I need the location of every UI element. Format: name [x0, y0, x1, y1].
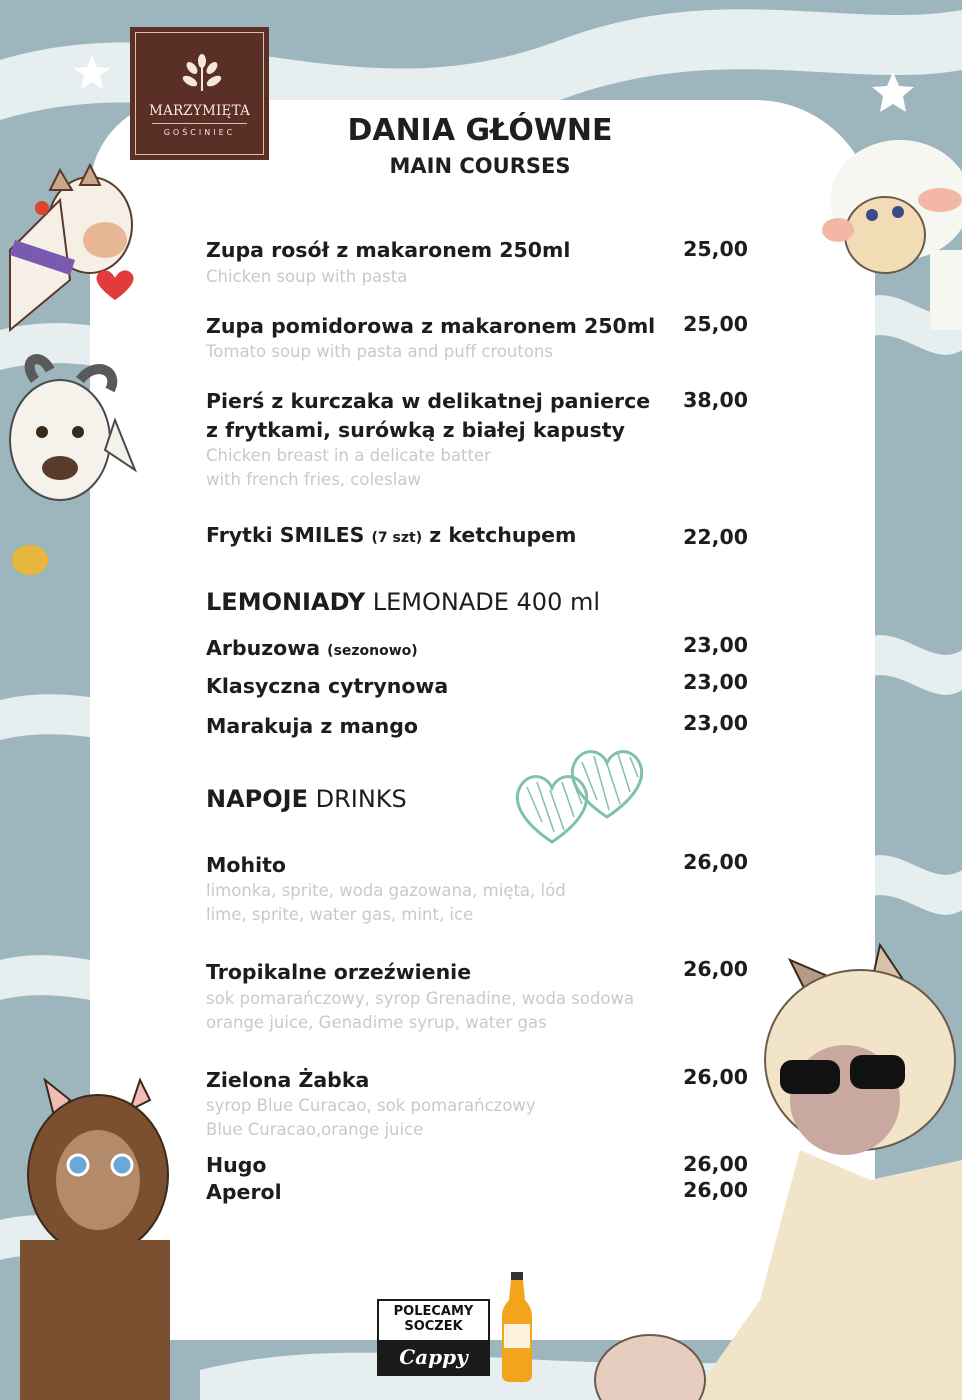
menu-item-name	[206, 634, 418, 666]
menu-item-name: Zielona Żabka	[206, 1068, 370, 1092]
alpaca-icon	[20, 1080, 170, 1400]
juice-bottle-icon	[498, 1272, 536, 1382]
menu-item-name: z frytkami, surówką z białej kapusty	[206, 418, 625, 442]
hearts-icon	[512, 742, 647, 852]
menu-item-name: Pierś z kurczaka w delikatnej panierce	[206, 389, 651, 413]
menu-item-desc: Blue Curacao,orange juice	[206, 1120, 424, 1139]
menu-item-desc: with french fries, coleslaw	[206, 470, 421, 489]
promo-brand: Cappy	[379, 1340, 488, 1374]
menu-item-price: 23,00	[683, 711, 748, 735]
menu-item-name: Marakuja z mango	[206, 714, 419, 738]
menu-item-desc: sok pomarańczowy, syrop Grenadine, woda sodowa	[206, 989, 635, 1008]
menu-item-price: 26,00	[683, 957, 748, 981]
promo-badge	[377, 1299, 490, 1376]
section-title-pl: LEMONIADY	[206, 588, 366, 616]
leaf-logo-icon	[180, 51, 225, 96]
menu-item-note: (7 szt)	[371, 530, 423, 546]
menu-item-name: Hugo	[206, 1153, 267, 1177]
menu-item-name-part: z ketchupem	[422, 523, 577, 547]
section-title-drinks	[206, 785, 407, 813]
menu-item-price: 23,00	[683, 670, 748, 694]
menu-item-price: 26,00	[683, 850, 748, 874]
menu-item-price: 26,00	[683, 1178, 748, 1202]
page-title: DANIA GŁÓWNE	[347, 113, 613, 148]
menu-item-name: Zupa rosół z makaronem 250ml	[206, 238, 571, 262]
promo-line2: SOCZEK	[404, 1319, 463, 1334]
menu-item-price: 26,00	[683, 1152, 748, 1176]
menu-item-name: Tropikalne orzeźwienie	[206, 960, 472, 984]
section-title-en: DRINKS	[307, 785, 407, 813]
menu-item-name: Zupa pomidorowa z makaronem 250ml	[206, 314, 656, 338]
section-title-lemonade	[206, 588, 600, 616]
menu-item-name: Klasyczna cytrynowa	[206, 674, 449, 698]
logo-subtitle: GOŚCINIEC	[163, 128, 236, 137]
logo-name: MARZYMIĘTA	[148, 103, 251, 119]
menu-item-name	[206, 521, 576, 553]
menu-item-price: 22,00	[683, 525, 748, 549]
promo-line1: POLECAMY	[393, 1304, 474, 1319]
menu-item-name: Aperol	[206, 1180, 282, 1204]
section-title-en: LEMONADE 400 ml	[365, 588, 601, 616]
section-title-pl: NAPOJE	[206, 785, 308, 813]
menu-item-desc: limonka, sprite, woda gazowana, mięta, lód	[206, 881, 566, 900]
llama-icon	[10, 165, 132, 330]
page-subtitle: MAIN COURSES	[389, 154, 571, 178]
menu-item-name: Mohito	[206, 853, 286, 877]
menu-item-note: (sezonowo)	[327, 643, 418, 659]
menu-item-desc: Chicken breast in a delicate batter	[206, 446, 491, 465]
menu-item-desc: syrop Blue Curacao, sok pomarańczowy	[206, 1096, 536, 1115]
sheep-icon	[822, 140, 962, 330]
menu-item-desc: Tomato soup with pasta and puff croutons	[206, 342, 553, 361]
menu-item-price: 26,00	[683, 1065, 748, 1089]
menu-item-desc: Chicken soup with pasta	[206, 267, 408, 286]
menu-item-price: 25,00	[683, 237, 748, 261]
menu-item-price: 38,00	[683, 388, 748, 412]
menu-item-desc: orange juice, Genadime syrup, water gas	[206, 1013, 547, 1032]
menu-item-desc: lime, sprite, water gas, mint, ice	[206, 905, 474, 924]
logo	[130, 27, 269, 160]
logo-divider	[152, 123, 247, 124]
menu-item-price: 25,00	[683, 312, 748, 336]
heart-icon	[96, 270, 133, 300]
goat-icon	[10, 359, 135, 575]
menu-item-name-part: Frytki SMILES	[206, 523, 372, 547]
menu-item-name-part: Arbuzowa	[206, 636, 328, 660]
menu-item-price: 23,00	[683, 633, 748, 657]
